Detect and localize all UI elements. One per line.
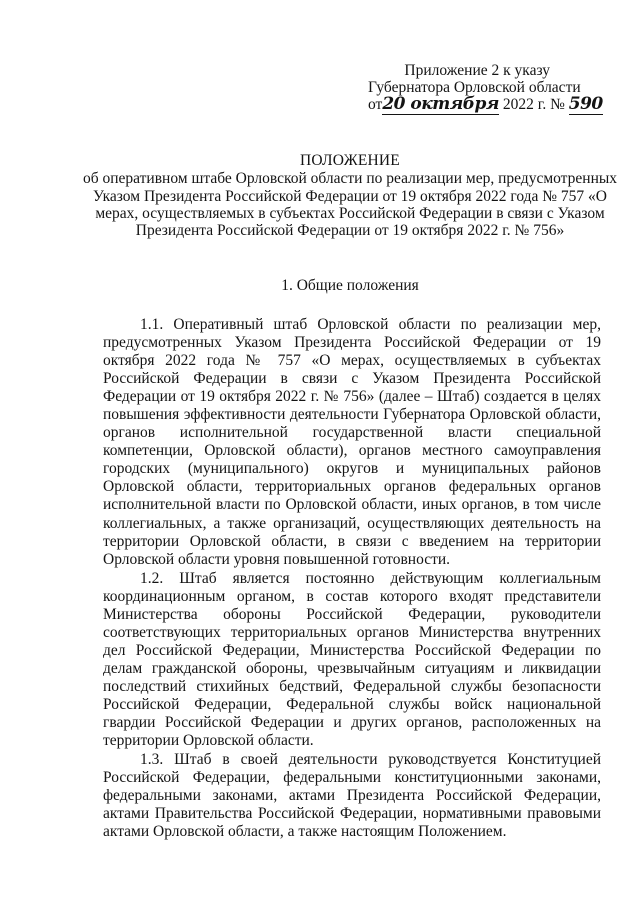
appendix-line-1: Приложение 2 к указу (404, 62, 550, 79)
date-prefix: от (368, 96, 383, 113)
document-body (103, 316, 601, 841)
handwritten-date: 20 октября (382, 94, 499, 114)
paragraph-1-3: 1.3. Штаб в своей деятельности руководствуется Конституцией Российской Федерации, федеральными конституционными законами, федеральными законами, актами Президента Российской Федерации, актами Правительства Российской Федерации, нормативными правовыми актами Орловской области, а также настоящим Положением. (103, 751, 601, 841)
section-heading: 1. Общие положения (281, 277, 419, 294)
date-year: 2022 г. № (502, 96, 565, 113)
appendix-date-line (368, 94, 603, 114)
appendix-header (368, 62, 603, 114)
paragraph-1-2: 1.2. Штаб является постоянно действующим коллегиальным координационным органом, в состав которого входят представители Министерства обороны Российской Федерации, руководители соответствующих территориальных органов Министерства внутренних дел Российской Федерации, Министерства Российской Федерации по делам гражданской обороны, чрезвычайным ситуациям и ликвидации последствий стихийных бедствий, Федеральной службы безопасности Российской Федерации, Федеральной службы войск национальной гвардии Российской Федерации и других органов, расположенных на территории Орловской области. (103, 569, 601, 750)
title-main: ПОЛОЖЕНИЕ (300, 152, 400, 169)
paragraph-1-1: 1.1. Оперативный штаб Орловской области по реализации мер, предусмотренных Указом Президента Российской Федерации от 19 октября 2022 года № 757 «О мерах, осуществляемых в субъектах Российской Федерации в связи с Указом Президента Российской Федерации от 19 октября 2022 г. № 756» (далее – Штаб) создается в целях повышения эффективности деятельности Губернатора Орловской области, органов исполнительной государственной власти специальной компетенции, Орловской области), органов местного самоуправления городских (муниципального) округов и муниципальных районов Орловской области, территориальных органов федеральных органов исполнительной власти по Орловской области, иных органов, в том числе коллегиальных, а также организаций, осуществляющих деятельность на территории Орловской области, в связи с введением на территории Орловской области уровня повышенной готовности. (103, 316, 601, 568)
appendix-line-2: Губернатора Орловской области (368, 79, 581, 96)
handwritten-number: 590 (568, 94, 603, 114)
document-title (80, 152, 620, 239)
title-subtitle: об оперативном штабе Орловской области по реализации мер, предусмотренных Указом Президента Российской Федерации от 19 октября 2022 года № 757 «О мерах, осуществляемых в субъектах Российской Федерации в связи с Указом Президента Российской Федерации от 19 октября 2022 г. № 756» (82, 170, 618, 240)
